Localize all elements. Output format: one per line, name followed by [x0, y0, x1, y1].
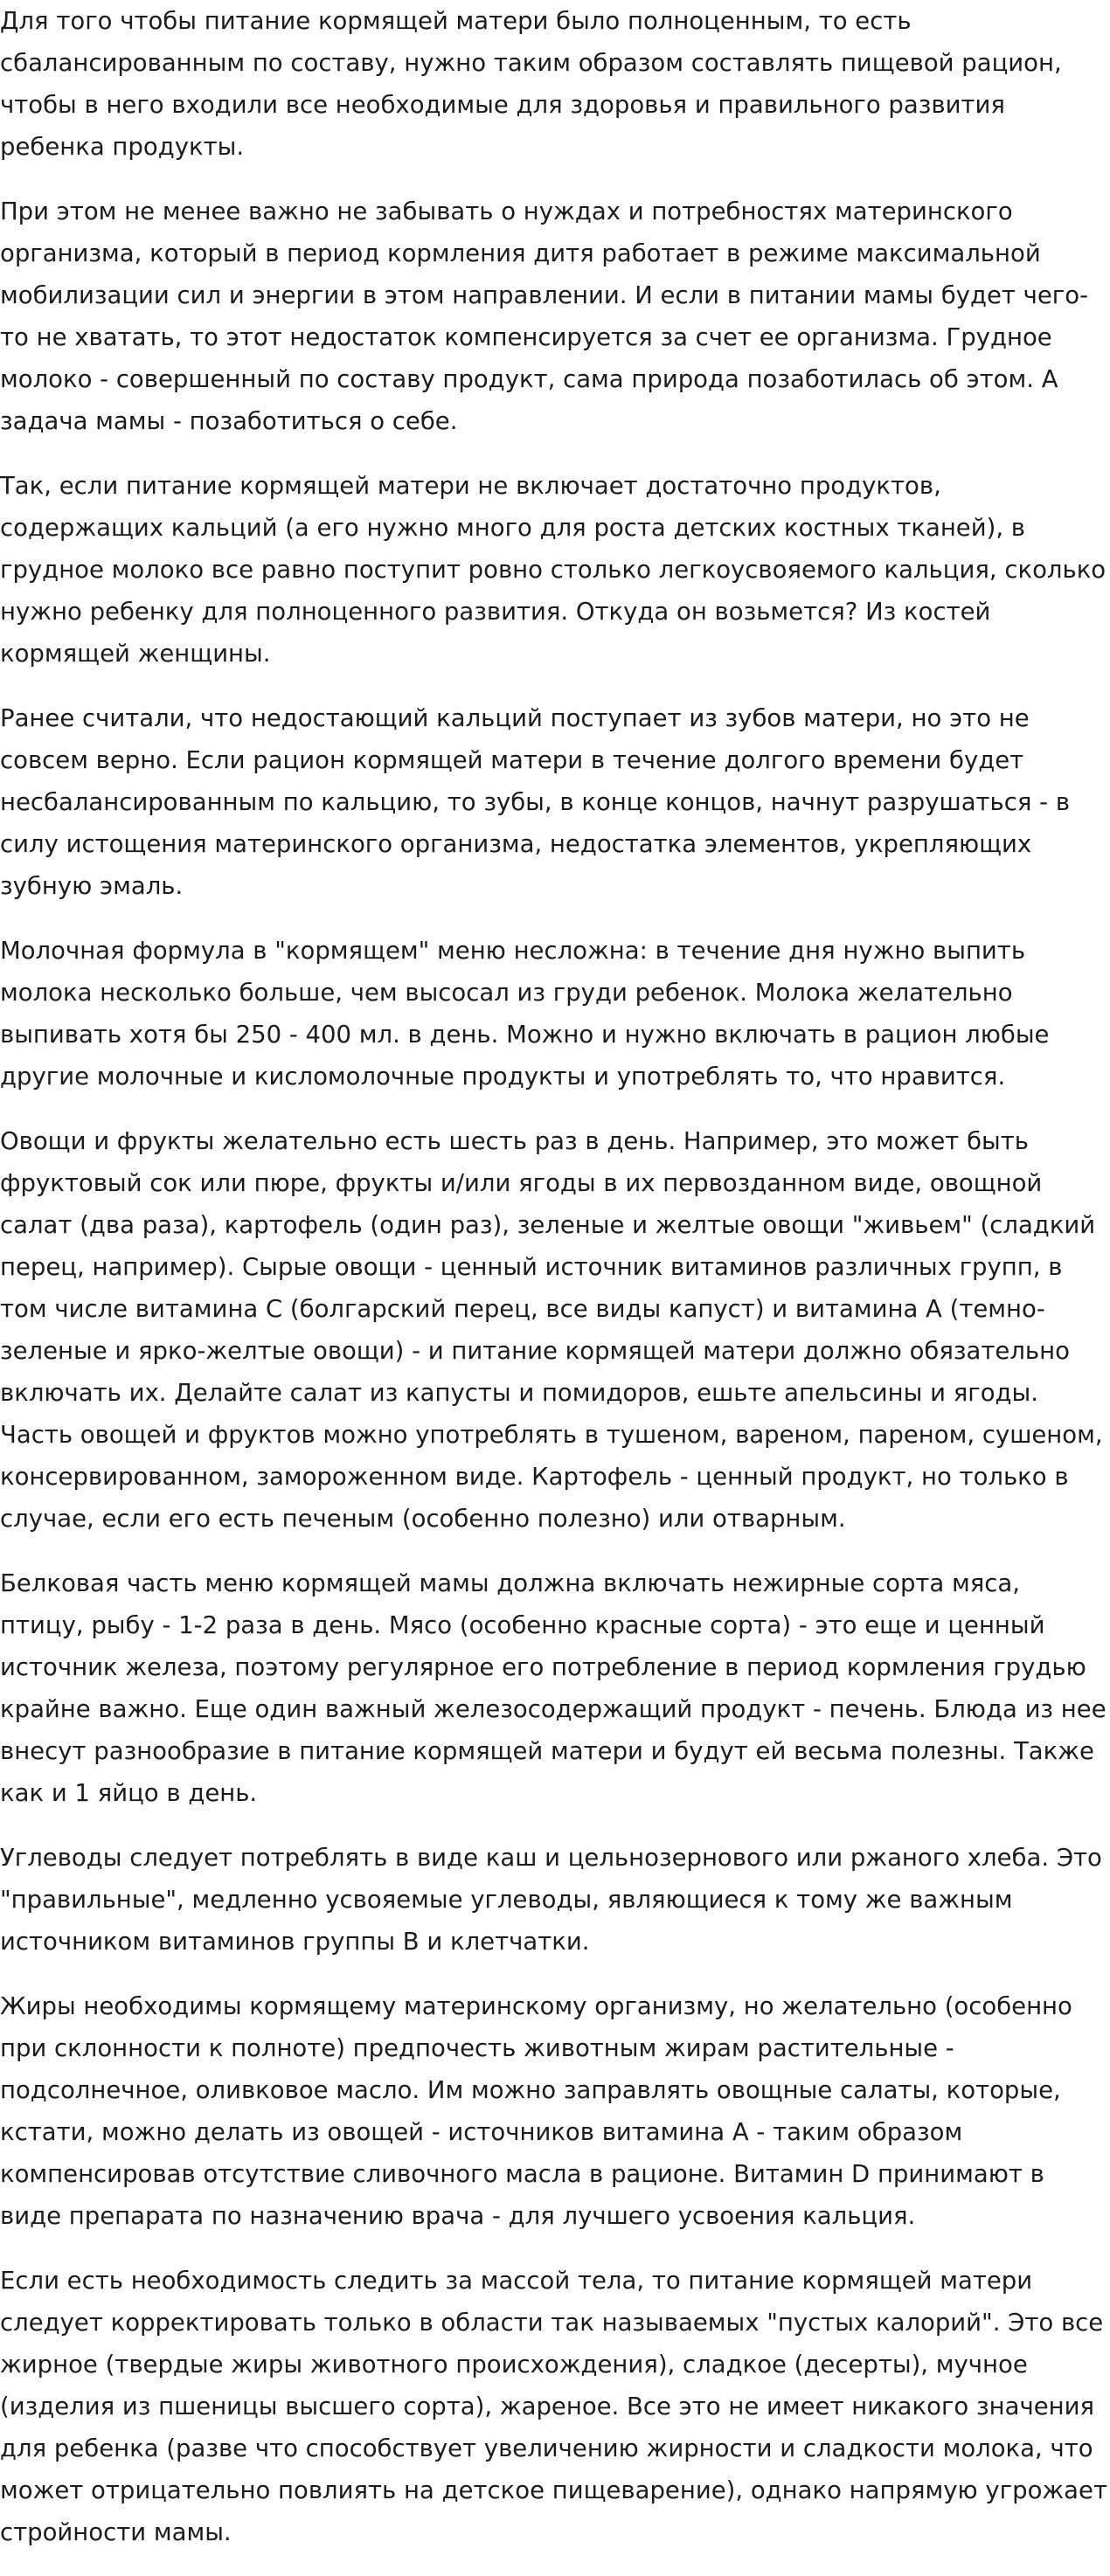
- paragraph: Так, если питание кормящей матери не включает достаточно продуктов, содержащих кальций (а его нужно много для роста детских костных тканей), в грудное молоко все равно поступит ровно столько легкоусвояемого кальция, сколько нужно ребенку для полноценного развития. Откуда он возьмется? Из костей кормящей женщины.: [0, 472, 1107, 668]
- paragraph: Углеводы следует потреблять в виде каш и цельнозернового или ржаного хлеба. Это "правильные", медленно усвояемые углеводы, являющиеся к тому же важным источником витаминов группы В и клетчатки.: [0, 1844, 1102, 1956]
- paragraph: Молочная формула в "кормящем" меню несложна: в течение дня нужно выпить молока несколько больше, чем высосал из груди ребенок. Молока желательно выпивать хотя бы 250 - 400 мл. в день. Можно и нужно включать в рацион любые другие молочные и кисломолочные продукты и употреблять то, что нравится.: [0, 937, 1050, 1091]
- paragraph: Ранее считали, что недостающий кальций поступает из зубов матери, но это не совсем верно. Если рацион кормящей матери в течение долгого времени будет несбалансированным по кальцию, то зубы, в конце концов, начнут разрушаться - в силу истощения материнского организма, недостатка элементов, укрепляющих зубную эмаль.: [0, 704, 1071, 900]
- paragraph: Овощи и фрукты желательно есть шесть раз в день. Например, это может быть фруктовый сок или пюре, фрукты и/или ягоды в их первозданном виде, овощной салат (два раза), картофель (один раз), зеленые и желтые овощи "живьем" (сладкий перец, например). Сырые овощи - ценный источник витаминов различных групп, в том числе витамина С (болгарский перец, все виды капуст) и витамина А (темно-зеленые и ярко-желтые овощи) - и питание кормящей матери должно обязательно включать их. Делайте салат из капусты и помидоров, ешьте апельсины и ягоды. Часть овощей и фруктов можно употреблять в тушеном, вареном, пареном, сушеном, консервированном, замороженном виде. Картофель - ценный продукт, но только в случае, если его есть печеным (особенно полезно) или отварным.: [0, 1127, 1103, 1533]
- paragraph: Для того чтобы питание кормящей матери было полноценным, то есть сбалансированным по составу, нужно таким образом составлять пищевой рацион, чтобы в него входили все необходимые для здоровья и правильного развития ребенка продукты.: [0, 7, 1062, 161]
- paragraph: Белковая часть меню кормящей мамы должна включать нежирные сорта мяса, птицу, рыбу - 1-2 раза в день. Мясо (особенно красные сорта) - это еще и ценный источник железа, поэтому регулярное его потребление в период кормления грудью крайне важно. Еще один важный железосодержащий продукт - печень. Блюда из нее внесут разнообразие в питание кормящей матери и будут ей весьма полезны. Также как и 1 яйцо в день.: [0, 1569, 1107, 1807]
- paragraph: Если есть необходимость следить за массой тела, то питание кормящей матери следует корректировать только в области так называемых "пустых калорий". Это все жирное (твердые жиры животного происхождения), сладкое (десерты), мучное (изделия из пшеницы высшего сорта), жареное. Все это не имеет никакого значения для ребенка (разве что способствует увеличению жирности и сладкости молока, что может отрицательно повлиять на детское пищеварение), однако напрямую угрожает стройности мамы.: [0, 2267, 1107, 2546]
- paragraph: Жиры необходимы кормящему материнскому организму, но желательно (особенно при склонности к полноте) предпочесть животным жирам растительные - подсолнечное, оливковое масло. Им можно заправлять овощные салаты, которые, кстати, можно делать из овощей - источников витамина А - таким образом компенсировав отсутствие сливочного масла в рационе. Витамин D принимают в виде препарата по назначению врача - для лучшего усвоения кальция.: [0, 1992, 1072, 2230]
- paragraph: При этом не менее важно не забывать о нуждах и потребностях материнского организма, который в период кормления дитя работает в режиме максимальной мобилизации сил и энергии в этом направлении. И если в питании мамы будет чего-то не хватать, то этот недостаток компенсируется за счет ее организма. Грудное молоко - совершенный по составу продукт, сама природа позаботилась об этом. А задача мамы - позаботиться о себе.: [0, 197, 1089, 435]
